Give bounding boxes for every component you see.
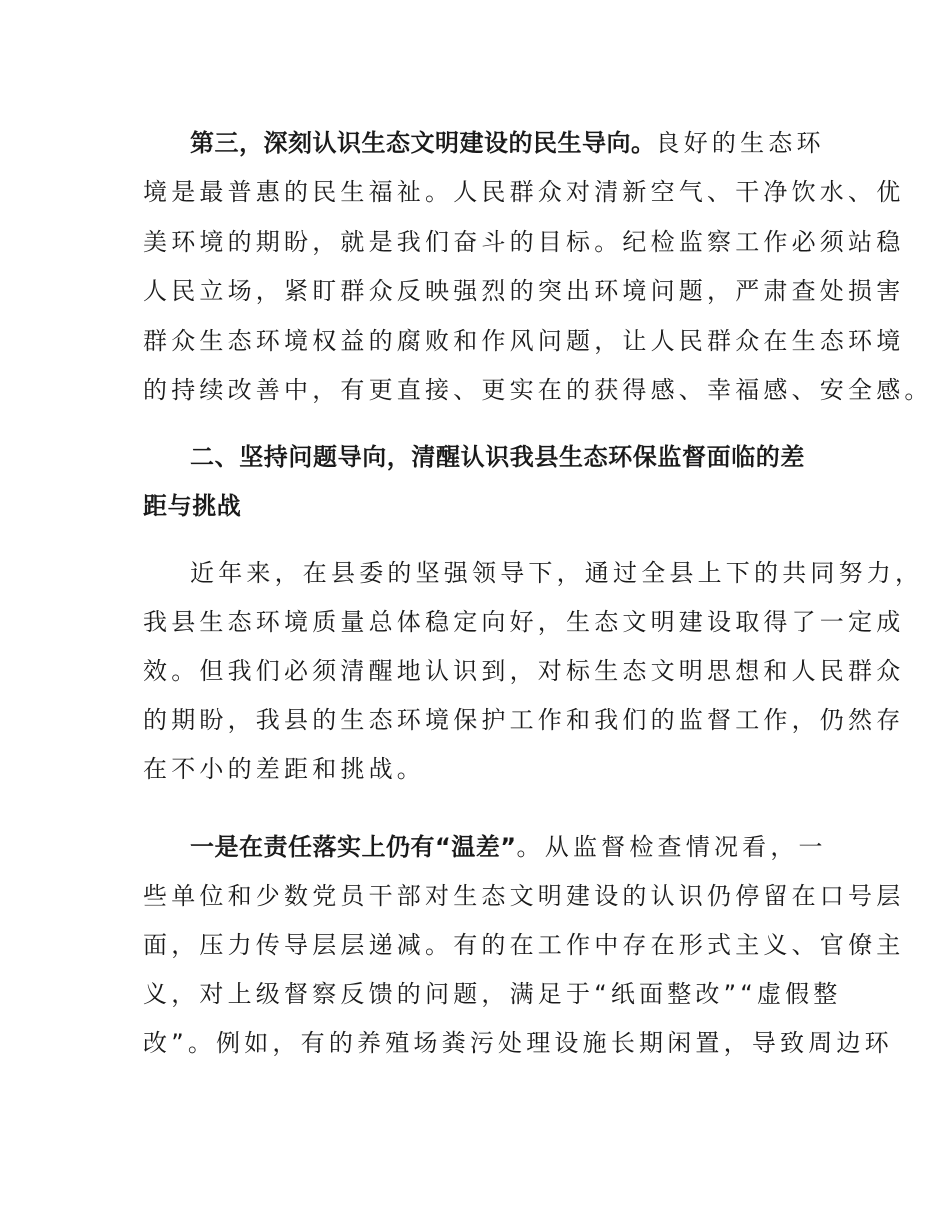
paragraph-2-line-1: 近年来，在县委的坚强领导下，通过全县上下的共同努力， [190,559,924,587]
section-heading-line-2: 距与挑战 [143,492,242,520]
paragraph-1-line-6: 的持续改善中，有更直接、更实在的获得感、幸福感、安全感。 [143,376,933,404]
section-heading-line-1: 二、坚持问题导向，清醒认识我县生态环保监督面临的差 [190,443,805,471]
paragraph-1-line-5: 群众生态环境权益的腐败和作风问题，让人民群众在生态环境 [143,327,905,355]
paragraph-3-line-1-text: 。从监督检查情况看，一 [516,833,827,861]
paragraph-3-line-3: 面，压力传导层层递减。有的在工作中存在形式主义、官僚主 [143,931,905,959]
paragraph-1-line-1 [190,128,825,158]
paragraph-1-line-1-text: 良好的生态环 [655,129,825,157]
paragraph-3-lead-bold: 一是在责任落实上仍有“温差” [190,833,517,861]
paragraph-3-line-5: 改”。例如，有的养殖场粪污处理设施长期闲置，导致周边环 [143,1029,893,1057]
paragraph-3-line-1 [190,832,827,862]
paragraph-1-line-2: 境是最普惠的民生福祉。人民群众对清新空气、干净饮水、优 [143,178,905,206]
paragraph-2-line-5: 在不小的差距和挑战。 [143,755,425,783]
paragraph-2-line-4: 的期盼，我县的生态环境保护工作和我们的监督工作，仍然存 [143,706,905,734]
paragraph-2-line-2: 我县生态环境质量总体稳定向好，生态文明建设取得了一定成 [143,608,905,636]
paragraph-3-line-2: 些单位和少数党员干部对生态文明建设的认识仍停留在口号层 [143,882,905,910]
paragraph-3-line-4: 义，对上级督察反馈的问题，满足于“纸面整改”“虚假整 [143,980,842,1008]
paragraph-1-line-4: 人民立场，紧盯群众反映强烈的突出环境问题，严肃查处损害 [143,277,905,305]
paragraph-1-line-3: 美环境的期盼，就是我们奋斗的目标。纪检监察工作必须站稳 [143,228,905,256]
paragraph-1-lead-bold: 第三，深刻认识生态文明建设的民生导向。 [190,129,656,157]
paragraph-2-line-3: 效。但我们必须清醒地认识到，对标生态文明思想和人民群众 [143,657,905,685]
